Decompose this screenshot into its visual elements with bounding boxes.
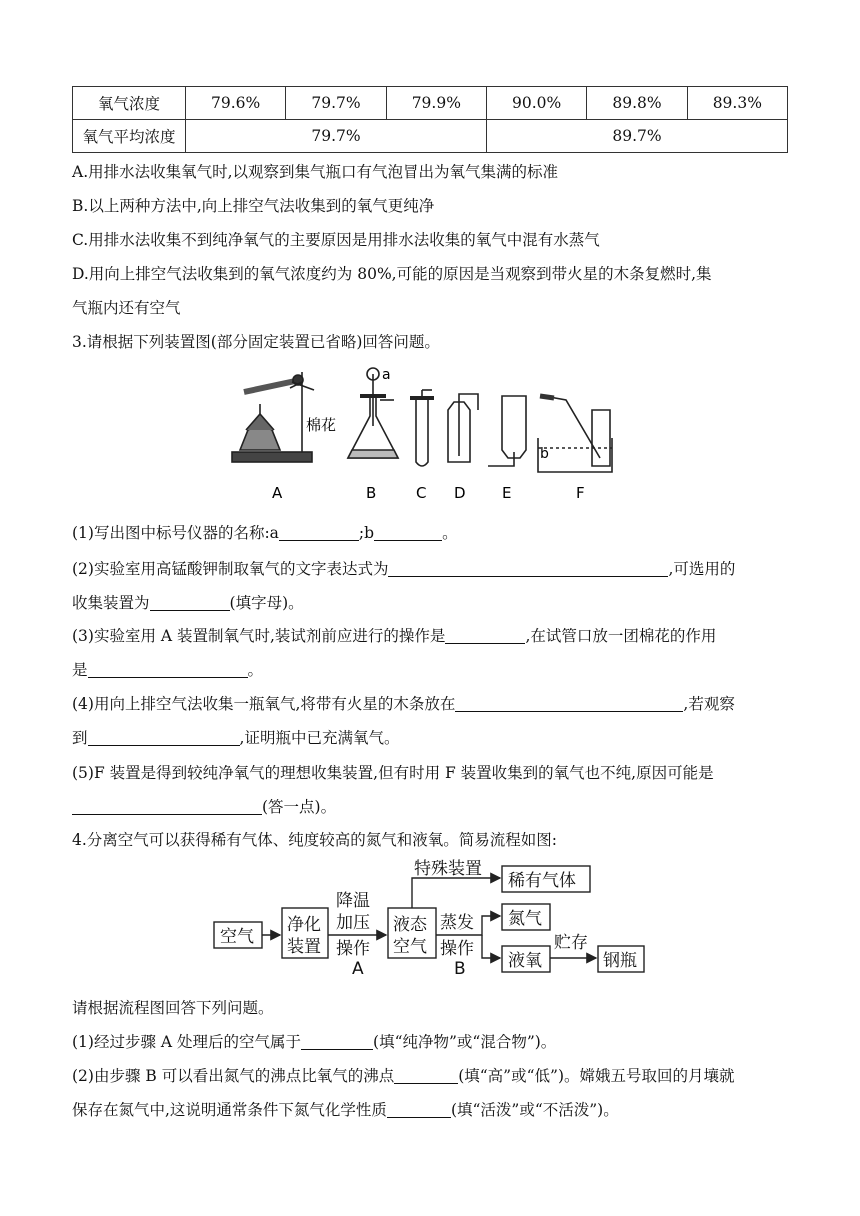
table-cell: 89.3% bbox=[687, 87, 787, 120]
option-a: A.用排水法收集氧气时,以观察到集气瓶口有气泡冒出为氧气集满的标准 bbox=[72, 163, 559, 181]
q3-stem: 3.请根据下列装置图(部分固定装置已省略)回答问题。 bbox=[72, 333, 440, 351]
q4-part2-line2: 保存在氮气中,这说明通常条件下氮气化学性质 (填“活泼”或“不活泼”)。 bbox=[72, 1101, 619, 1119]
table-row bbox=[73, 120, 788, 153]
table-cell: 89.7% bbox=[486, 120, 787, 153]
option-b: B.以上两种方法中,向上排空气法收集到的氧气更纯净 bbox=[72, 197, 435, 215]
table-cell: 79.7% bbox=[186, 120, 487, 153]
option-d-line2: 气瓶内还有空气 bbox=[72, 299, 181, 317]
q3-part5-line2: (答一点)。 bbox=[72, 796, 336, 818]
q3-part2-line1: (2)实验室用高锰酸钾制取氧气的文字表达式为 ,可选用的 bbox=[72, 560, 736, 578]
node-rare-gas: 稀有气体 bbox=[508, 871, 576, 891]
answer-blank[interactable] bbox=[301, 1033, 373, 1050]
table-cell: 79.9% bbox=[386, 87, 486, 120]
q4-part1: (1)经过步骤 A 处理后的空气属于 (填“纯净物”或“混合物”)。 bbox=[72, 1033, 557, 1051]
node-liquid-air-1: 液态 bbox=[393, 915, 427, 935]
q3-part1: (1)写出图中标号仪器的名称:a ;b 。 bbox=[72, 524, 458, 542]
step-b-3: B bbox=[454, 959, 466, 979]
table-cell: 90.0% bbox=[486, 87, 586, 120]
answer-blank[interactable] bbox=[387, 1101, 451, 1118]
node-liquid-oxygen: 液氧 bbox=[508, 951, 542, 971]
answer-blank[interactable] bbox=[445, 627, 525, 644]
oxygen-concentration-table bbox=[72, 86, 788, 153]
step-a-4: A bbox=[352, 959, 364, 979]
mark-b: b bbox=[540, 446, 549, 462]
step-b-1: 蒸发 bbox=[440, 913, 474, 933]
answer-blank[interactable] bbox=[394, 1067, 458, 1084]
answer-blank[interactable] bbox=[72, 798, 262, 815]
q3-part2-line2: 收集装置为 (填字母)。 bbox=[72, 594, 304, 612]
answer-blank[interactable] bbox=[88, 661, 248, 678]
figure-label-b: B bbox=[366, 484, 377, 502]
q4-part2-line1: (2)由步骤 B 可以看出氮气的沸点比氧气的沸点 (填“高”或“低”)。嫦娥五号取回的月壤就 bbox=[72, 1067, 735, 1085]
figure-label-d: D bbox=[454, 484, 466, 502]
q3-part4-line1: (4)用向上排空气法收集一瓶氧气,将带有火星的木条放在 ,若观察 bbox=[72, 695, 735, 713]
option-d-line1: D.用向上排空气法收集到的氧气浓度约为 80%,可能的原因是当观察到带火星的木条复燃时,集 bbox=[72, 265, 712, 283]
figure-label-a: A bbox=[272, 484, 283, 502]
table-cell: 89.8% bbox=[587, 87, 687, 120]
node-air: 空气 bbox=[220, 927, 254, 947]
q3-part3-line2: 是 。 bbox=[72, 661, 264, 679]
special-device-label: 特殊装置 bbox=[414, 859, 482, 879]
q3-part5-line1: (5)F 装置是得到较纯净氧气的理想收集装置,但有时用 F 装置收集到的氧气也不纯,原因可能是 bbox=[72, 764, 714, 782]
step-a-2: 加压 bbox=[336, 913, 370, 933]
figure-label-e: E bbox=[502, 484, 512, 502]
row-header: 氧气浓度 bbox=[73, 87, 186, 120]
q3-part4-line2: 到 ,证明瓶中已充满氧气。 bbox=[72, 729, 400, 747]
node-purify-1: 净化 bbox=[287, 915, 321, 935]
table-row bbox=[73, 87, 788, 120]
answer-blank[interactable] bbox=[455, 695, 683, 712]
q4-lead: 请根据流程图回答下列问题。 bbox=[72, 999, 274, 1017]
answer-blank[interactable] bbox=[150, 594, 230, 611]
figure-label-f: F bbox=[576, 484, 585, 502]
air-separation-flowchart bbox=[212, 856, 652, 986]
apparatus-figure bbox=[220, 366, 640, 506]
step-a-1: 降温 bbox=[336, 891, 370, 911]
cotton-label: 棉花 bbox=[306, 416, 337, 434]
answer-blank[interactable] bbox=[388, 560, 668, 577]
q3-part3-line1: (3)实验室用 A 装置制氧气时,装试剂前应进行的操作是 ,在试管口放一团棉花的作用 bbox=[72, 627, 717, 645]
step-b-2: 操作 bbox=[440, 939, 474, 959]
store-label: 贮存 bbox=[554, 933, 588, 953]
option-c: C.用排水法收集不到纯净氧气的主要原因是用排水法收集的氧气中混有水蒸气 bbox=[72, 231, 600, 249]
row-header: 氧气平均浓度 bbox=[73, 120, 186, 153]
step-a-3: 操作 bbox=[336, 939, 370, 959]
figure-label-c: C bbox=[416, 484, 427, 502]
answer-blank[interactable] bbox=[88, 729, 240, 746]
answer-blank[interactable] bbox=[374, 524, 442, 541]
table-cell: 79.6% bbox=[186, 87, 286, 120]
node-nitrogen: 氮气 bbox=[508, 909, 542, 929]
node-liquid-air-2: 空气 bbox=[393, 937, 427, 957]
node-steel-cylinder: 钢瓶 bbox=[603, 951, 637, 971]
table-cell: 79.7% bbox=[286, 87, 386, 120]
answer-blank[interactable] bbox=[279, 524, 359, 541]
node-purify-2: 装置 bbox=[287, 937, 321, 957]
q4-stem: 4.分离空气可以获得稀有气体、纯度较高的氮气和液氧。简易流程如图: bbox=[72, 831, 558, 849]
mark-a: a bbox=[382, 367, 391, 383]
